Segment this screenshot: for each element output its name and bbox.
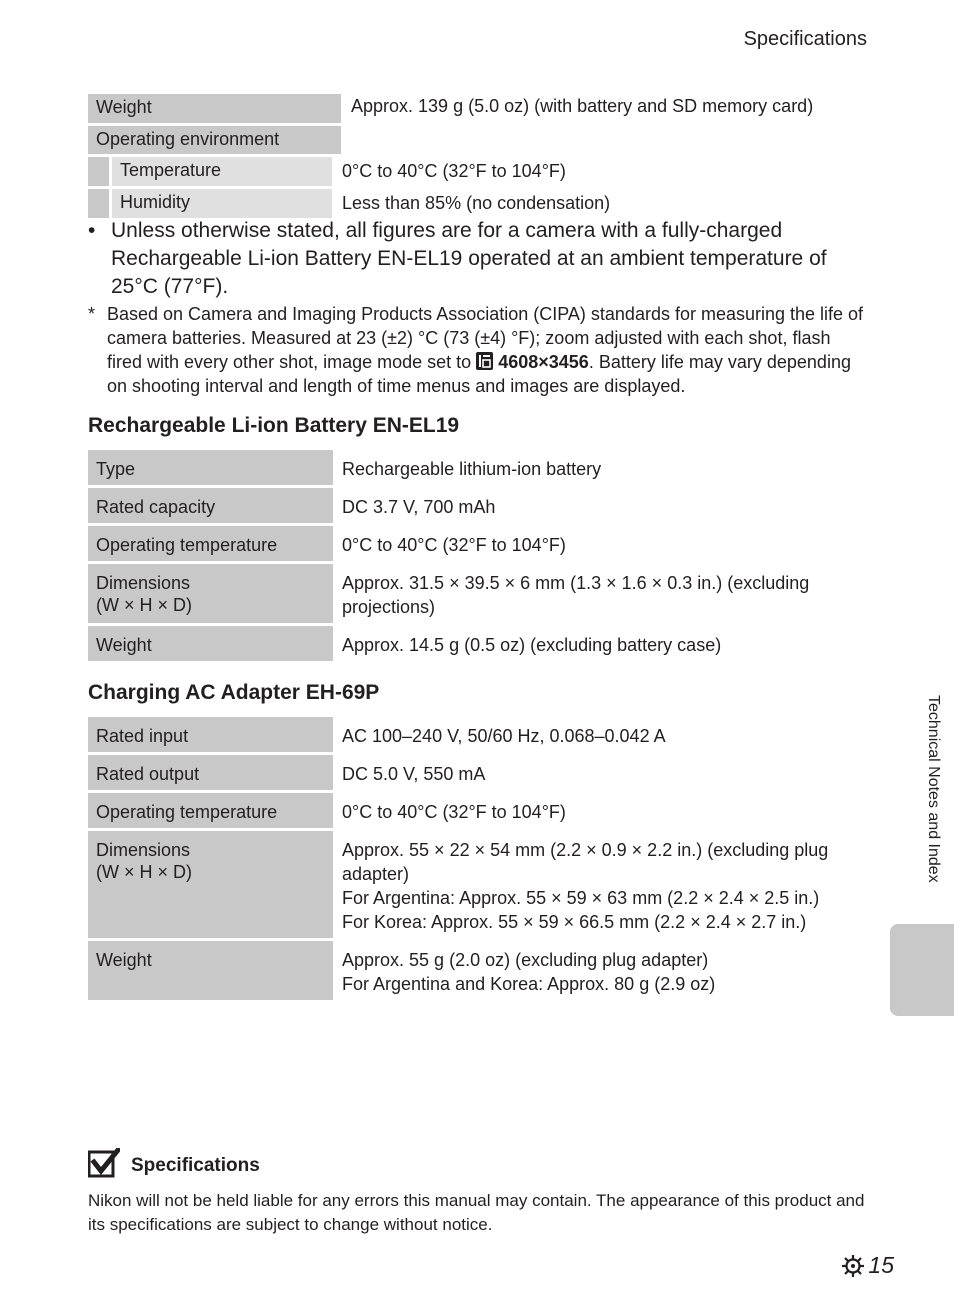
battery-spec-table — [88, 450, 878, 664]
battery-row-label: Type — [88, 450, 333, 485]
battery-row-label: Operating temperature — [88, 526, 333, 561]
page-number-value: 15 — [868, 1252, 894, 1278]
battery-row — [88, 526, 878, 561]
adapter-row — [88, 793, 878, 828]
adapter-row — [88, 755, 878, 790]
adapter-row-value: AC 100–240 V, 50/60 Hz, 0.068–0.042 A — [342, 726, 666, 746]
adapter-row-label: Rated input — [88, 717, 333, 752]
footnote-text-part2: . Battery life may vary depending on shooting interval and length of time menus and images are displayed. — [107, 352, 851, 396]
battery-row-label: Rated capacity — [88, 488, 333, 523]
footnote-text-part1: Based on Camera and Imaging Products Association (CIPA) standards for measuring the life of camera batteries. Measured at 23 (±2) °C (73 (±4) °F); zoom adjusted with each shot, flash fired with every other shot, image mode set to — [107, 304, 864, 372]
temp-label: Temperature — [112, 157, 332, 186]
env-indent — [88, 157, 109, 186]
page-number — [840, 1252, 894, 1279]
env-indent — [88, 189, 109, 218]
image-mode-label: 4608×3456 — [498, 352, 589, 372]
adapter-row-label: Operating temperature — [88, 793, 333, 828]
footnote — [88, 302, 868, 398]
adapter-spec-table — [88, 717, 878, 1003]
adapter-row — [88, 717, 878, 752]
battery-row — [88, 488, 878, 523]
adapter-row-value: DC 5.0 V, 550 mA — [342, 764, 486, 784]
battery-row — [88, 450, 878, 485]
adapter-row-value: Approx. 55 g (2.0 oz) (excluding plug adapter) For Argentina and Korea: Approx. 80 g (2.9 oz) — [342, 950, 716, 994]
battery-row-label: Weight — [88, 626, 333, 661]
adapter-row-value: Approx. 55 × 22 × 54 mm (2.2 × 0.9 × 2.2 in.) (excluding plug adapter) For Argentina: Approx. 55 × 59 × 63 mm (2.2 × 2.4 × 2.5 in.) For Korea: Approx. 55 × 59 × 66.5 mm (2.2 × 2.4 × 2.7 in.) — [342, 840, 829, 932]
battery-row — [88, 626, 878, 661]
adapter-row-value: 0°C to 40°C (32°F to 104°F) — [342, 802, 566, 822]
asterisk-mark: * — [88, 304, 96, 324]
caution-title: Specifications — [131, 1155, 260, 1176]
humidity-value: Less than 85% (no condensation) — [342, 193, 611, 213]
bullet-note — [88, 217, 848, 301]
side-tab — [890, 924, 954, 1016]
battery-row-value: Approx. 14.5 g (0.5 oz) (excluding battery case) — [342, 635, 722, 655]
battery-row-value: Rechargeable lithium-ion battery — [342, 459, 602, 479]
battery-row-value: 0°C to 40°C (32°F to 104°F) — [342, 535, 566, 555]
env-label: Operating environment — [88, 126, 341, 154]
adapter-row-label: Dimensions (W × H × D) — [88, 831, 333, 938]
weight-value: Approx. 139 g (5.0 oz) (with battery and SD memory card) — [351, 96, 814, 116]
adapter-row-label: Weight — [88, 941, 333, 1000]
side-tab-label: Technical Notes and Index — [925, 695, 942, 883]
battery-row-value: DC 3.7 V, 700 mAh — [342, 497, 496, 517]
adapter-row — [88, 831, 878, 938]
temp-value: 0°C to 40°C (32°F to 104°F) — [342, 161, 566, 181]
battery-row-label: Dimensions (W × H × D) — [88, 564, 333, 623]
weight-label: Weight — [88, 94, 341, 123]
adapter-row-label: Rated output — [88, 755, 333, 790]
image-mode-icon — [476, 352, 493, 370]
humidity-label: Humidity — [112, 189, 332, 218]
battery-row — [88, 564, 878, 623]
bullet-text: Unless otherwise stated, all figures are for a camera with a fully-charged Rechargeable Li-ion Battery EN-EL19 operated at an ambient temperature of 25°C (77°F). — [111, 219, 827, 298]
battery-section-title: Rechargeable Li-ion Battery EN-EL19 — [88, 414, 460, 437]
caution-icon — [88, 1148, 120, 1183]
adapter-row — [88, 941, 878, 1000]
battery-row-value: Approx. 31.5 × 39.5 × 6 mm (1.3 × 1.6 × 0.3 in.) (excluding projections) — [342, 573, 810, 617]
adapter-section-title: Charging AC Adapter EH-69P — [88, 681, 380, 704]
footnote-text — [107, 302, 868, 398]
technical-notes-icon — [840, 1253, 866, 1279]
running-header: Specifications — [743, 28, 867, 50]
caution-text: Nikon will not be held liable for any errors this manual may contain. The appearance of this product and its specifications are subject to change without notice. — [88, 1191, 865, 1234]
top-spec-table — [88, 94, 878, 218]
bullet-icon: • — [88, 219, 96, 242]
